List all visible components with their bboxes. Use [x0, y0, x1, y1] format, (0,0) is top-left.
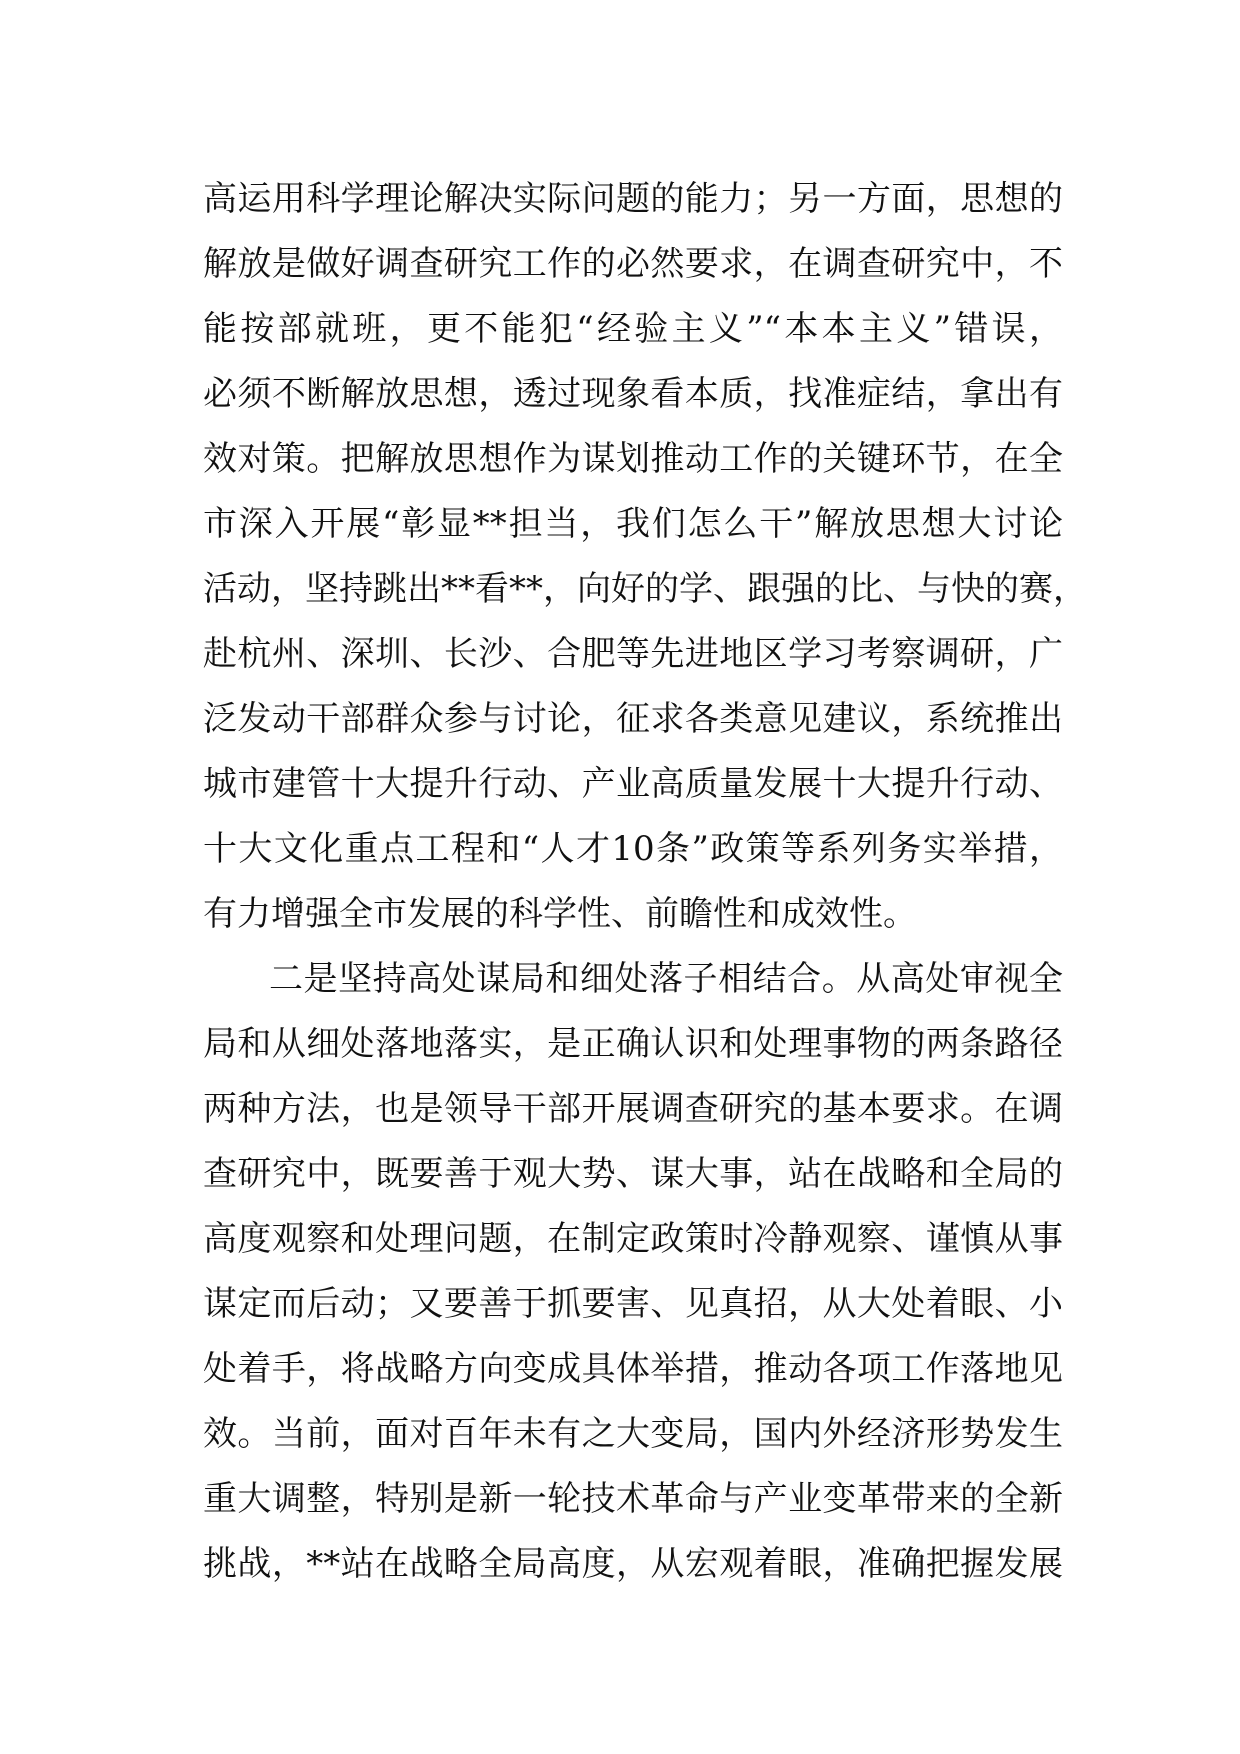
- text-line: 处着手，将战略方向变成具体举措，推动各项工作落地见: [203, 1349, 1063, 1389]
- paragraph-end-line: 有力增强全市发展的科学性、前瞻性和成效性。: [203, 894, 917, 934]
- text-line: 城市建管十大提升行动、产业高质量发展十大提升行动、: [203, 764, 1063, 804]
- text-line: 挑战，**站在战略全局高度，从宏观着眼，准确把握发展: [203, 1544, 1063, 1584]
- text-line: 局和从细处落地落实，是正确认识和处理事物的两条路径: [203, 1024, 1063, 1064]
- text-line: 查研究中，既要善于观大势、谋大事，站在战略和全局的: [203, 1154, 1063, 1194]
- text-line: 十大文化重点工程和“人才10条”政策等系列务实举措，: [203, 829, 1063, 869]
- paragraph-start-line: 二是坚持高处谋局和细处落子相结合。从高处审视全: [269, 959, 1063, 999]
- body-text: [203, 167, 1087, 1597]
- text-line: 解放是做好调查研究工作的必然要求，在调查研究中，不: [203, 244, 1063, 284]
- text-line: 能按部就班，更不能犯“经验主义”“本本主义”错误，: [203, 309, 1063, 349]
- text-line: 效对策。把解放思想作为谋划推动工作的关键环节，在全: [203, 439, 1063, 479]
- text-line: 必须不断解放思想，透过现象看本质，找准症结，拿出有: [203, 374, 1063, 414]
- text-line: 高运用科学理论解决实际问题的能力；另一方面，思想的: [203, 179, 1063, 219]
- text-line: 重大调整，特别是新一轮技术革命与产业变革带来的全新: [203, 1479, 1063, 1519]
- text-line: 高度观察和处理问题，在制定政策时冷静观察、谨慎从事: [203, 1219, 1063, 1259]
- text-line: 效。当前，面对百年未有之大变局，国内外经济形势发生: [203, 1414, 1063, 1454]
- text-line: 市深入开展“彰显**担当，我们怎么干”解放思想大讨论: [203, 504, 1063, 544]
- text-line: 两种方法，也是领导干部开展调查研究的基本要求。在调: [203, 1089, 1063, 1129]
- text-line: 谋定而后动；又要善于抓要害、见真招，从大处着眼、小: [203, 1284, 1063, 1324]
- text-line: 活动，坚持跳出**看**，向好的学、跟强的比、与快的赛，: [203, 569, 1087, 609]
- text-line: 泛发动干部群众参与讨论，征求各类意见建议，系统推出: [203, 699, 1063, 739]
- text-line: 赴杭州、深圳、长沙、合肥等先进地区学习考察调研，广: [203, 634, 1063, 674]
